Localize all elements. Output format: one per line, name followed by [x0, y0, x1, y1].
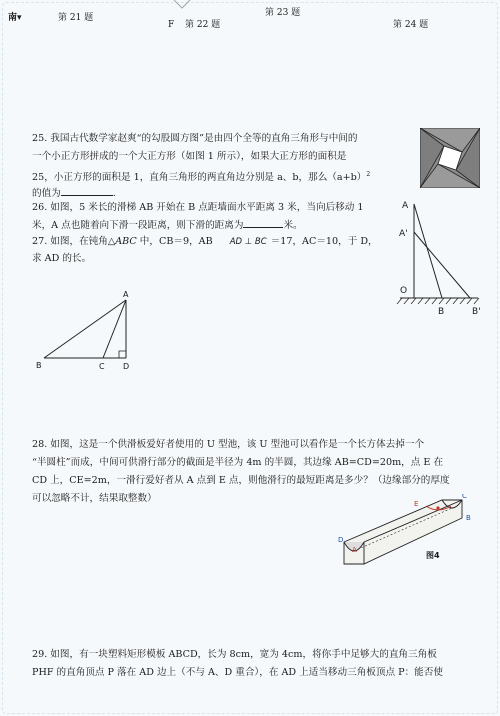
q27-figure-triangle [30, 288, 140, 378]
corner-label [8, 9, 22, 27]
tab-chevron-icon [174, 0, 190, 8]
ladder-ab [414, 204, 442, 298]
q27-line1 [32, 233, 378, 251]
label-d: D [338, 536, 344, 544]
label-a-prime: A' [399, 229, 408, 239]
header-q22-marker: F [168, 20, 175, 30]
pool-block [344, 500, 462, 564]
label-c: C [99, 362, 105, 371]
q25-line4-text: 的值为 [32, 188, 61, 199]
q27-perpendicular-note: AD ⊥ BC [229, 237, 267, 247]
header-q23: 第 23 题 [265, 8, 301, 18]
q28-line4: 可以忽略不计，结果取整数） [32, 493, 157, 504]
q25-line3-text: 25，小正方形的面积是 1，直角三角形的两直角边分别是 a、b，那么（a+b） [32, 172, 367, 184]
ground-hatch [397, 298, 479, 304]
label-e: E [414, 500, 419, 508]
label-b: B [36, 361, 42, 370]
down-arrow-icon: ▾ [17, 13, 22, 23]
q28-line1: 28. 如图，这是一个供滑板爱好者使用的 U 型池，该 U 型池可以看作是一个长方体去掉一个 [32, 439, 425, 450]
corner-label-text: 南 [8, 13, 18, 23]
point-e-marker [436, 506, 439, 509]
q26-figure-ladder [392, 192, 500, 320]
header-q24: 第 24 题 [393, 20, 429, 30]
label-d: D [123, 362, 130, 371]
q25-line2: 一个小正方形拼成的一个大正方形（如图 1 所示），如果大正方形的面积是 [32, 151, 347, 162]
q25-answer-blank[interactable] [61, 184, 113, 196]
q25-line1: 25. 我国古代数学家赵爽“的勾股圆方图”是由四个全等的直角三角形与中间的 [32, 133, 358, 144]
label-a: A [352, 546, 357, 554]
q27-line2: 求 AD 的长。 [32, 253, 92, 264]
q28-line3: CD 上，CE=2m，一滑行爱好者从 A 点到 E 点，则他滑行的最短距离是多少？（边缘部分的厚度 [32, 475, 450, 486]
q25-exponent: 2 [366, 171, 371, 178]
right-angle-mark [119, 351, 126, 358]
q26-line2-end: 米。 [283, 220, 303, 231]
label-a: A [402, 201, 409, 211]
header-q21: 第 21 题 [58, 13, 94, 23]
q27-line1-part3: ＝17，AC＝10，于 D， [270, 236, 378, 247]
label-a: A [123, 290, 129, 299]
label-b-prime: B' [472, 307, 481, 317]
q27-line1-text: 27. 如图，在钝角△ [32, 236, 116, 247]
q27-line1-part2: 中，CB＝9，AB [136, 236, 213, 247]
q26-line1: 26. 如图，5 米长的滑梯 AB 开始在 B 点距墙面水平距离 3 米，当向后移动 1 [32, 202, 364, 213]
q25-figure-zhao-square [420, 128, 480, 188]
label-b: B [438, 307, 445, 317]
label-c: C [462, 494, 467, 500]
q28-figure-u-pool [338, 494, 478, 574]
q27-triangle-name: ABC [115, 236, 137, 247]
ladder-a-prime-b-prime [414, 232, 470, 298]
q29-line1: 29. 如图，有一块塑料矩形模板 ABCD，长为 8cm，宽为 4cm，将你手中足够大的直角三角板 [32, 649, 437, 660]
q26-answer-blank[interactable] [243, 216, 283, 228]
q29-line2: PHF 的直角顶点 P 落在 AD 边上（不与 A、D 重合），在 AD 上适当移动三角板顶点 P：能否使 [32, 667, 443, 678]
q28-line2: “半圆柱”而成，中间可供滑行部分的截面是半径为 4m 的半圆，其边缘 AB=CD=20m，点 E 在 [32, 457, 444, 468]
label-o: O [400, 286, 408, 296]
header-tab-marker [172, 0, 194, 12]
figure-caption: 图4 [426, 551, 440, 560]
q25-line4-end: . [112, 188, 116, 199]
label-b: B [466, 514, 471, 522]
q26-line2-text: 米，A 点也随着向下滑一段距离，则下滑的距离为 [32, 220, 244, 231]
header-q22: 第 22 题 [185, 20, 221, 30]
side-ba [44, 300, 126, 358]
